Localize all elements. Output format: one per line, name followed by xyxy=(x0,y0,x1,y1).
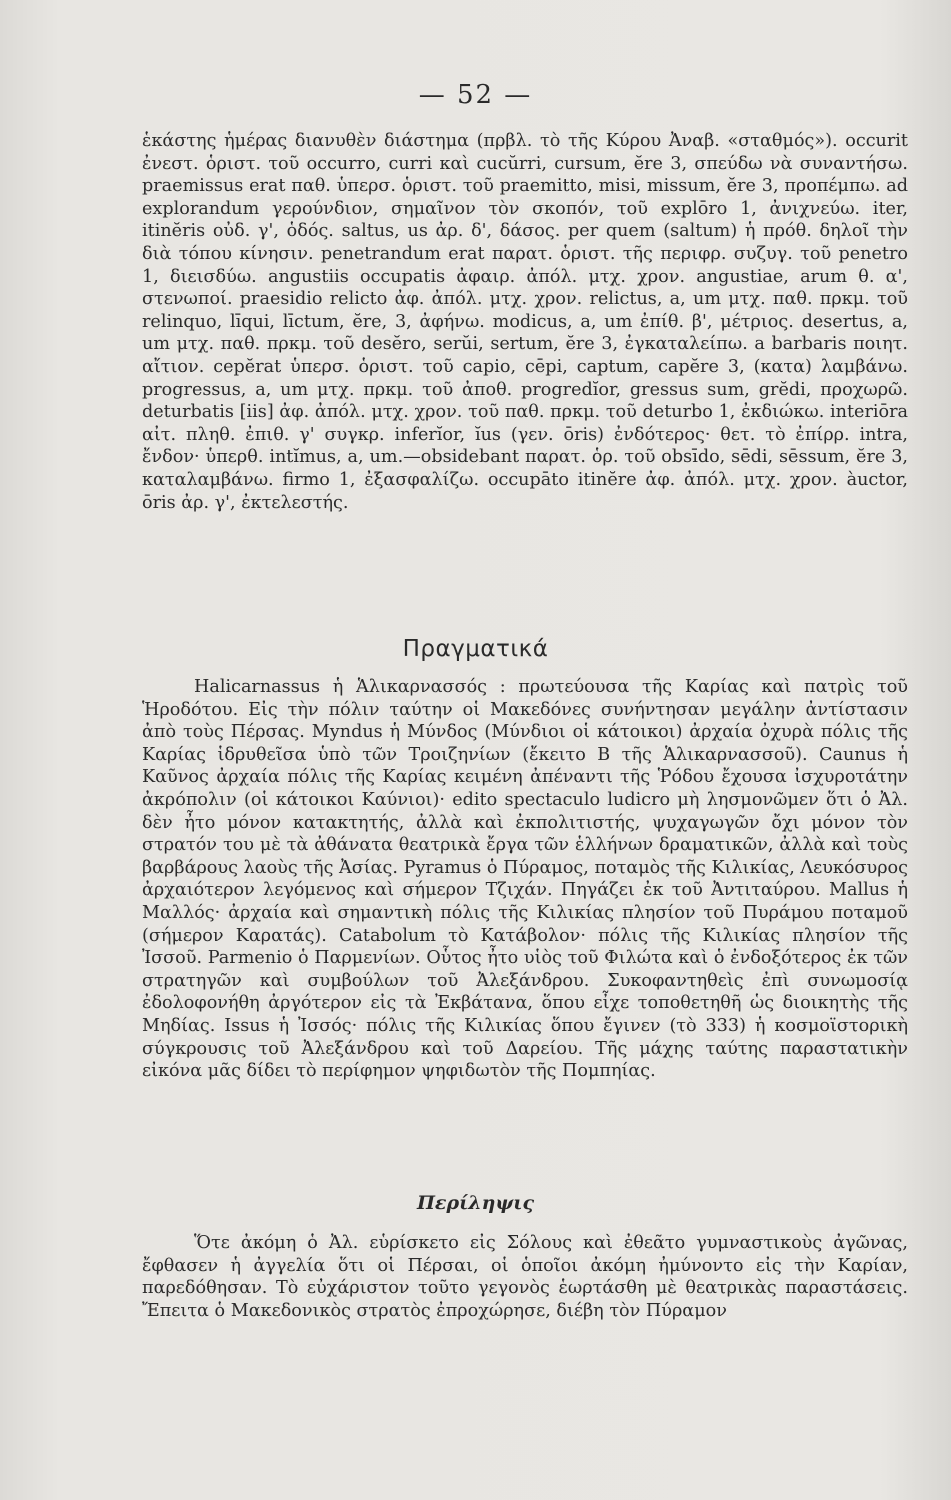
pragmatika-paragraph: Halicarnassus ἡ Ἁλικαρνασσός : πρωτεύουσα τῆς Καρίας καὶ πατρὶς τοῦ Ἡροδότου. Εἰς τὴν πόλιν ταύτην οἱ Μακεδόνες συνήντησαν μεγάλην ἀντίστασιν ἀπὸ τοὺς Πέρσας. Myndus ἡ Μύνδος (Μύνδιοι οἱ κάτοικοι) ἀρχαία ὀχυρὰ πόλις τῆς Καρίας ἱδρυθεῖσα ὑπὸ τῶν Τροιζηνίων (ἔκειτο Β τῆς Ἁλικαρνασσοῦ). Caunus ἡ Καῦνος ἀρχαία πόλις τῆς Καρίας κειμένη ἀπέναντι τῆς Ῥόδου ἔχουσα ἰσχυροτάτην ἀκρόπολιν (οἱ κάτοικοι Καύνιοι)· edito spectaculo ludicro μὴ λησμονῶμεν ὅτι ὁ Ἀλ. δὲν ἦτο μόνον κατακτητής, ἀλλὰ καὶ ἐκπολιτιστής, ψυχαγωγῶν ὄχι μόνον τὸν στρατόν του μὲ τὰ ἀθάνατα θεατρικὰ ἔργα τῶν ἑλλήνων δραματικῶν, ἀλλὰ καὶ τοὺς βαρβάρους λαοὺς τῆς Ἀσίας. Pyramus ὁ Πύραμος, ποταμὸς τῆς Κιλικίας, Λευκόσυρος ἀρχαιότερον λεγόμενος καὶ σήμερον Τζιχάν. Πηγάζει ἐκ τοῦ Ἀντιταύρου. Mallus ἡ Μαλλός· ἀρχαία καὶ σημαντικὴ πόλις τῆς Κιλικίας πλησίον τοῦ Πυράμου ποταμοῦ (σήμερον Καρατάς). Catabolum τὸ Κατάβολον· πόλις τῆς Κιλικίας πλησίον τῆς Ἰσσοῦ. Parmenio ὁ Παρμενίων. Οὗτος ἦτο υἱὸς τοῦ Φιλώτα καὶ ὁ ἐνδοξότερος ἐκ τῶν στρατηγῶν καὶ συμβούλων τοῦ Ἀλεξάνδρου. Συκοφαντηθεὶς ἐπὶ συνωμοσίᾳ ἐδολοφονήθη ἀργότερον εἰς τὰ Ἐκβάτανα, ὅπου εἶχε τοποθετηθῆ ὡς διοικητὴς τῆς Μηδίας. Issus ἡ Ἰσσός· πόλις τῆς Κιλικίας ὅπου ἔγινεν (τὸ 333) ἡ κοσμοϊστορικὴ σύγκρουσις τοῦ Ἀλεξάνδρου καὶ τοῦ Δαρείου. Τῆς μάχης ταύτης παραστατικὴν εἰκόνα μᾶς δίδει τὸ περίφημον ψηφιδωτὸν τῆς Πομπηίας. xyxy=(142,677,908,1082)
page-number: — 52 — xyxy=(418,80,533,110)
perilipsis-paragraph: Ὅτε ἀκόμη ὁ Ἀλ. εὑρίσκετο εἰς Σόλους καὶ ἐθεᾶτο γυμναστικοὺς ἀγῶνας, ἔφθασεν ἡ ἀγγελία ὅτι οἱ Πέρσαι, οἱ ὁποῖοι ἀκόμη ἠμύνοντο εἰς τὴν Καρίαν, παρεδόθησαν. Τὸ εὐχάριστον τοῦτο γεγονὸς ἑωρτάσθη μὲ θεατρικὰς παραστάσεις. Ἔπειτα ὁ Μακεδονικὸς στρατὸς ἐπροχώρησε, διέβη τὸν Πύραμον xyxy=(142,1233,908,1321)
pragmatika-section xyxy=(142,676,908,1083)
vocabulary-paragraph: ἑκάστης ἡμέρας διανυθὲν διάστημα (πρβλ. τὸ τῆς Κύρου Ἀναβ. «σταθμός»). occurit ἐνεστ. ὁριστ. τοῦ occurro, curri καὶ cucŭrri, cursum, ĕre 3, σπεύδω νὰ συναντήσω. praemissus erat παθ. ὑπερσ. ὁριστ. τοῦ praemitto, misi, missum, ĕre 3, προπέμπω. ad explorandum γερούνδιον, σημαῖνον τὸν σκοπόν, τοῦ explōro 1, ἀνιχνεύω. iter, itinĕris οὐδ. γ', ὁδός. saltus, us ἀρ. δ', δάσος. per quem (saltum) ἡ πρόθ. δηλοῖ τὴν διὰ τόπου κίνησιν. penetrandum erat παρατ. ὁριστ. τῆς περιφρ. συζυγ. τοῦ penetro 1, διεισδύω. angustiis occupatis ἀφαιρ. ἀπόλ. μτχ. χρον. angustiae, arum θ. α', στενωποί. praesidio relicto ἀφ. ἀπόλ. μτχ. χρον. relictus, a, um μτχ. παθ. πρκμ. τοῦ relinquo, līqui, līctum, ĕre, 3, ἀφήνω. modicus, a, um ἐπίθ. β', μέτριος. desertus, a, um μτχ. παθ. πρκμ. τοῦ desĕro, serŭi, sertum, ĕre 3, ἐγκαταλείπω. a barbaris ποιητ. αἴτιον. cepĕrat ὑπερσ. ὁριστ. τοῦ capio, cēpi, captum, capĕre 3, (κατα) λαμβάνω. progressus, a, um μτχ. πρκμ. τοῦ ἀποθ. progredĭor, gressus sum, grĕdi, προχωρῶ. deturbatis [iis] ἀφ. ἀπόλ. μτχ. χρον. τοῦ παθ. πρκμ. τοῦ deturbo 1, ἐκδιώκω. interiōra αἰτ. πληθ. ἐπιθ. γ' συγκρ. inferĭor, ĭus (γεν. ōris) ἐνδότερος· θετ. τὸ ἐπίρρ. intra, ἔνδον· ὑπερθ. intĭmus, a, um.—obsidebant παρατ. ὁρ. τοῦ obsīdo, sēdi, sēssum, ĕre 3, καταλαμβάνω. firmo 1, ἐξασφαλίζω. occupāto itinĕre ἀφ. ἀπόλ. μτχ. χρον. àuctor, ōris ἀρ. γ', ἐκτελεστής. xyxy=(142,131,908,513)
perilipsis-heading: Περίληψις xyxy=(416,1192,535,1214)
perilipsis-section xyxy=(142,1232,908,1322)
vocabulary-notes xyxy=(142,130,908,514)
pragmatika-heading: Πραγματικά xyxy=(402,636,549,662)
